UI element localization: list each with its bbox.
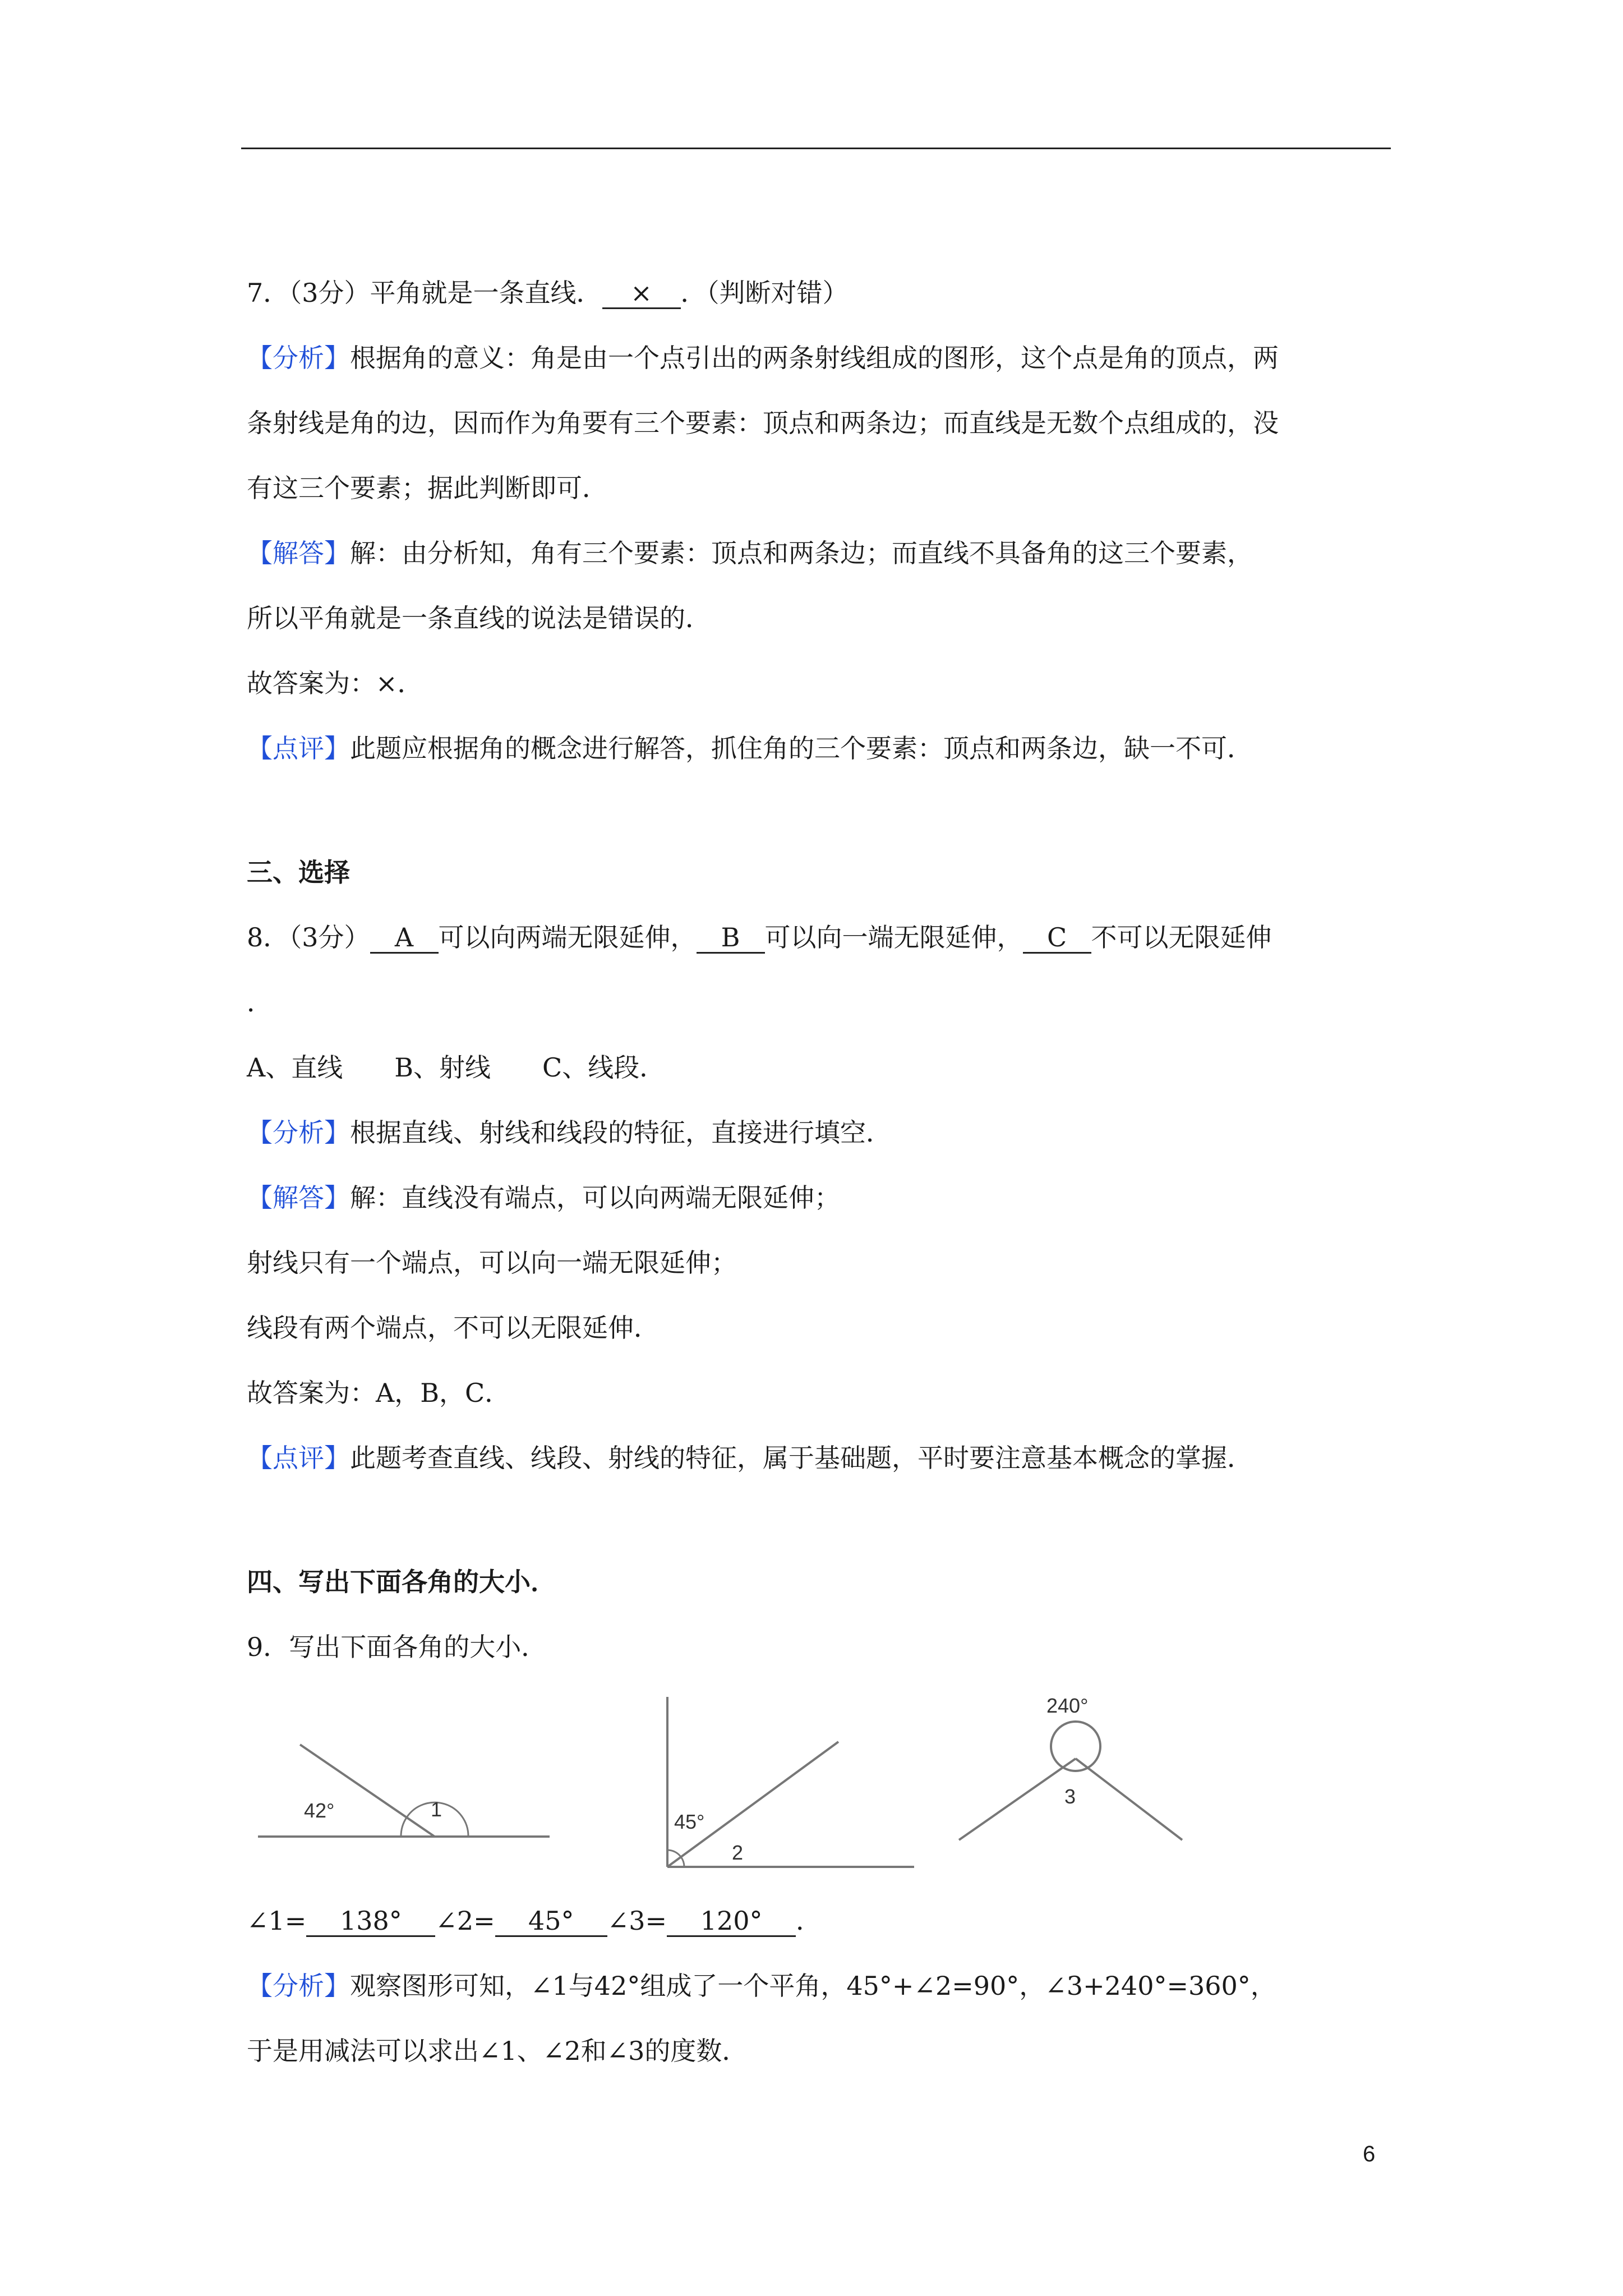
angle-45-label: 45° [674,1810,705,1833]
analysis-text: 根据直线、射线和线段的特征，直接进行填空． [350,1117,892,1148]
q8-stem [247,921,1272,954]
q8-comment [247,1441,1253,1475]
section-4-title: 四、写出下面各角的大小． [247,1567,556,1597]
section-3-title: 三、选择 [247,857,350,887]
q7-solution-line-2: 所以平角就是一条直线的说法是错误的． [247,603,711,633]
q7-stem-suffix: ．（判断对错） [680,278,849,308]
q8-text-2: 可以向一端无限延伸， [764,922,1023,953]
angle-240-label: 240° [1046,1694,1089,1717]
q8-blank-2: B [697,923,765,954]
q8-stem-end: ． [247,987,273,1018]
reflex-angle-arc [1051,1722,1100,1771]
angle-figure-1 [241,1728,566,1851]
comment-tag: 【点评】 [247,733,350,763]
q8-text-1: 可以向两端无限延伸， [438,922,697,953]
solution-text: 解：由分析知，角有三个要素：顶点和两条边；而直线不具备角的这三个要素， [350,538,1253,568]
angle-arc-1 [401,1818,407,1837]
angle-3-label: 3 [1064,1785,1076,1808]
comment-text: 此题应根据角的概念进行解答，抓住角的三个要素：顶点和两条边，缺一不可． [350,733,1253,763]
q8-text-3: 不可以无限延伸 [1091,922,1272,953]
q7-stem-text: 7．（3分）平角就是一条直线． [247,278,602,308]
angle-arc-2 [681,1857,684,1867]
angle-3-answer: 120° [667,1906,796,1937]
angle-arc-45 [667,1850,681,1857]
solution-tag: 【解答】 [247,538,350,568]
q9-answers [247,1904,822,1938]
analysis-tag: 【分析】 [247,1117,350,1148]
q8-blank-3: C [1023,923,1091,954]
q8-blank-1: A [370,923,439,954]
q9-stem: 9．写出下面各角的大小． [247,1632,547,1662]
left-ray [959,1759,1076,1840]
analysis-tag: 【分析】 [247,343,350,373]
q8-number: 8．（3分） [247,922,370,953]
q7-comment [247,731,1253,765]
angle-figure-3 [948,1680,1206,1848]
header-rule [241,148,1391,149]
angle-1-prefix: ∠1= [247,1906,307,1936]
angle-figure-2 [645,1688,937,1879]
page-number: 6 [1363,2142,1376,2166]
answers-end: ． [796,1906,822,1936]
middle-ray [667,1742,838,1867]
right-ray [1076,1759,1182,1840]
q8-solution-line-2: 射线只有一个端点，可以向一端无限延伸； [247,1248,737,1278]
q8-answer: 故答案为：A，B，C． [247,1378,511,1408]
angle-42-label: 42° [304,1799,335,1822]
angle-2-label: 2 [732,1841,744,1864]
comment-text: 此题考查直线、线段、射线的特征，属于基础题，平时要注意基本概念的掌握． [350,1443,1253,1473]
angle-1-answer: 138° [306,1906,435,1937]
solution-text: 解：直线没有端点，可以向两端无限延伸； [350,1182,840,1213]
q7-stem [247,276,849,310]
q9-analysis-line-2: 于是用减法可以求出∠1、∠2和∠3的度数． [247,2036,748,2066]
q7-analysis-line-2: 条射线是角的边，因而作为角要有三个要素：顶点和两条边；而直线是无数个点组成的，没 [247,408,1279,438]
comment-tag: 【点评】 [247,1443,350,1473]
solution-tag: 【解答】 [247,1182,350,1213]
angle-1-label: 1 [431,1798,442,1821]
analysis-text: 观察图形可知，∠1与42°组成了一个平角，45°+∠2=90°，∠3+240°=360°， [350,1971,1276,2001]
angle-2-prefix: ∠2= [435,1906,495,1936]
angle-3-prefix: ∠3= [607,1906,667,1936]
q9-analysis-line-1 [247,1969,1276,2003]
analysis-tag: 【分析】 [247,1971,350,2001]
q7-answer-blank: × [602,278,681,309]
q7-solution-line-1 [247,536,1253,570]
q8-solution-line-3: 线段有两个端点，不可以无限延伸． [247,1313,660,1343]
q7-analysis-line-1 [247,341,1279,375]
q8-options: A、直线 B、射线 C、线段． [247,1052,666,1083]
q8-solution-line-1 [247,1181,840,1214]
analysis-text: 根据角的意义：角是由一个点引出的两条射线组成的图形，这个点是角的顶点，两 [350,343,1279,373]
ray [300,1745,435,1837]
q7-answer: 故答案为：×． [247,668,423,698]
q7-analysis-line-3: 有这三个要素；据此判断即可． [247,473,608,503]
angle-2-answer: 45° [495,1906,607,1937]
q8-analysis [247,1116,892,1149]
